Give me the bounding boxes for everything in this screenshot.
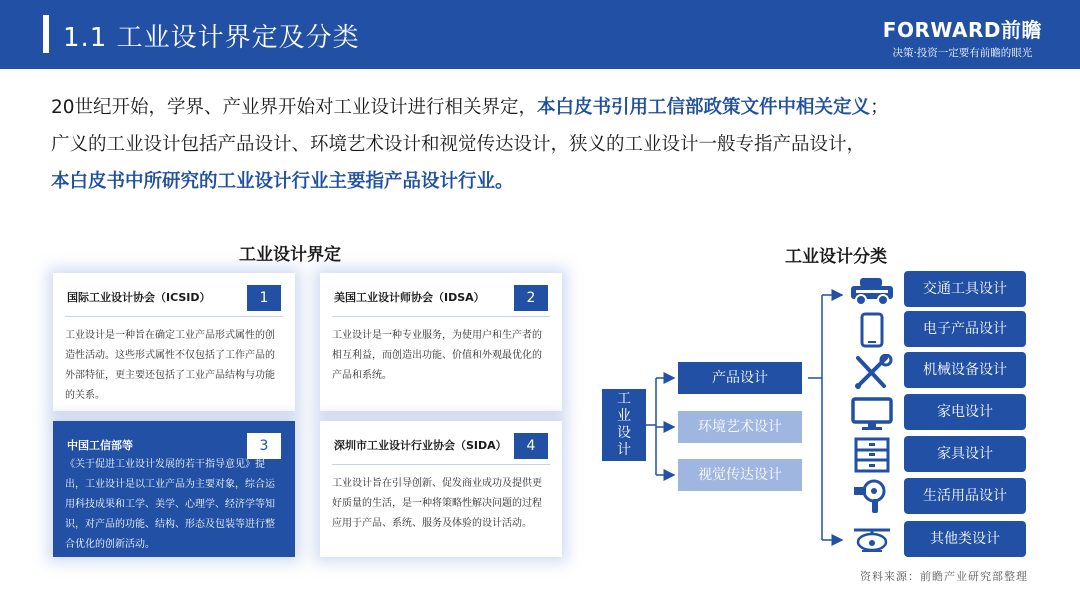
leaf-electronics-design: 电子产品设计 [904,311,1026,347]
card-title: 中国工信部等 [67,439,133,452]
card-number-badge: 3 [247,433,281,459]
card-title: 美国工业设计师协会（IDSA） [334,291,485,304]
brand-slogan: 决策·投资一定要有前瞻的眼光 [892,47,1033,59]
intro-line3-highlight: 本白皮书中所研究的工业设计行业主要指产品设计行业。 [51,171,514,192]
cabinet-icon [848,437,896,473]
classification-root [602,389,646,461]
leaf-appliance-design: 家电设计 [904,394,1026,430]
card-title: 国际工业设计协会（ICSID） [67,291,211,304]
category-environment-art-design: 环境艺术设计 [678,411,802,443]
source-note: 资料来源：前瞻产业研究部整理 [860,570,1028,583]
leaf-transport-design: 交通工具设计 [904,271,1026,307]
tablet-icon [848,312,896,348]
card-number-badge: 2 [514,285,548,311]
classification-section-title: 工业设计分类 [785,247,887,267]
leaf-daily-goods-design: 生活用品设计 [904,478,1026,514]
leaf-machinery-design: 机械设备设计 [904,352,1026,388]
drone-icon [848,522,896,558]
intro-line1-end: ； [870,97,889,118]
car-icon [848,272,896,308]
classification-root-label: 工业设计 [617,391,631,458]
brand-logo-text: FORWARD前瞻 [882,18,1042,42]
intro-line1-highlight: 本白皮书引用工信部政策文件中相关定义 [537,97,871,118]
hairdryer-icon [848,479,896,515]
monitor-icon [848,396,896,432]
card-number-badge: 4 [514,433,548,459]
card-title: 深圳市工业设计行业协会（SIDA） [334,439,507,452]
card-body: 工业设计是一种旨在确定工业产品形式属性的创造性活动。这些形式属性不仅包括了工作产品的外部特征，更主要还包括了工业产品结构与功能的关系。 [65,330,275,401]
definition-section-title: 工业设计界定 [239,245,341,265]
category-product-design: 产品设计 [678,362,802,394]
leaf-other-design: 其他类设计 [904,521,1026,557]
category-visual-communication-design: 视觉传达设计 [678,459,802,491]
card-body: 工业设计是一种专业服务，为使用户和生产者的相互利益，而创造出功能、价值和外观最优化的产品和系统。 [332,330,542,381]
intro-line1-text: 20世纪开始，学界、产业界开始对工业设计进行相关界定， [51,97,538,118]
card-body: 《关于促进工业设计发展的若干指导意见》提出，工业设计是以工业产品为主要对象，综合运用科技成果和工学、美学、心理学、经济学等知识，对产品的功能、结构、形态及包装等进行整合优化的创新活动。 [65,459,275,550]
card-body: 工业设计旨在引导创新、促发商业成功及提供更好质量的生活，是一种将策略性解决问题的过程应用于产品、系统、服务及体验的设计活动。 [332,478,542,529]
intro-line2: 广义的工业设计包括产品设计、环境艺术设计和视觉传达设计，狭义的工业设计一般专指产品设计， [51,134,866,155]
card-number-badge: 1 [247,285,281,311]
leaf-furniture-design: 家具设计 [904,436,1026,472]
tools-icon [848,354,896,390]
page-title: 1.1 工业设计界定及分类 [63,23,360,53]
